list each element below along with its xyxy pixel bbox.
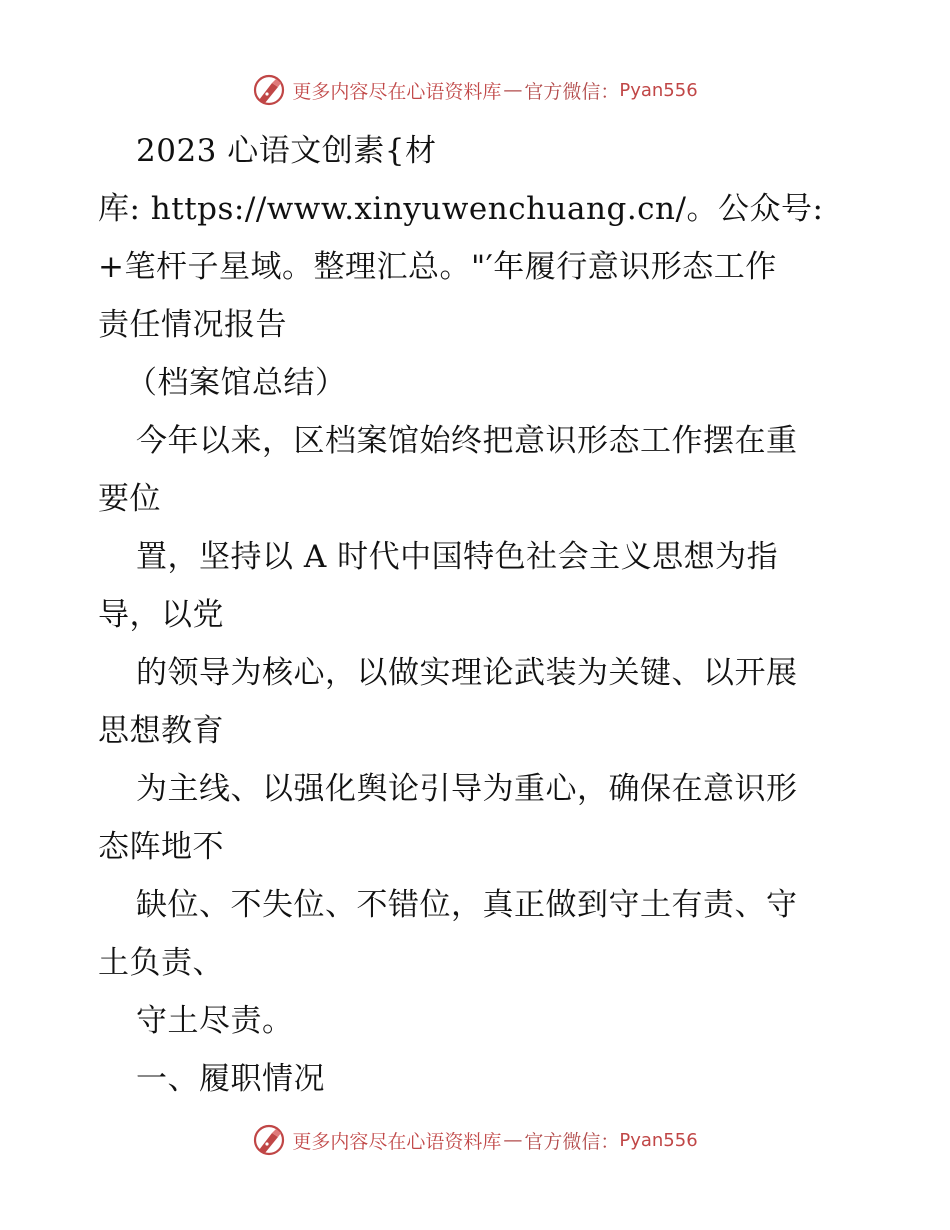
footer-watermark-banner [0, 1120, 950, 1160]
banner-dash: — [503, 1129, 523, 1151]
banner-account: Pyan556 [619, 79, 698, 101]
doc-line: 库: https://www.xinyuwenchuang.cn/。公众号: [98, 191, 824, 227]
pen-nib-logo-icon [252, 1123, 286, 1157]
doc-line: 2023 心语文创素{材 [136, 133, 437, 169]
doc-subtitle: （档案馆总结） [126, 365, 347, 401]
doc-line: 土负责、 [98, 945, 224, 981]
doc-line: 守土尽责。 [136, 1003, 294, 1039]
doc-line: 置，坚持以 A 时代中国特色社会主义思想为指 [136, 539, 779, 575]
document-body [98, 122, 858, 1108]
banner-account: Pyan556 [619, 1129, 698, 1151]
doc-line: 缺位、不失位、不错位，真正做到守土有责、守 [136, 887, 798, 923]
banner-dash: — [503, 79, 523, 101]
pen-nib-logo-icon [252, 73, 286, 107]
doc-line: 的领导为核心，以做实理论武装为关键、以开展 [136, 655, 798, 691]
header-watermark-banner [0, 70, 950, 110]
doc-line: 今年以来，区档案馆始终把意识形态工作摆在重 [136, 423, 798, 459]
doc-line: 思想教育 [98, 713, 224, 749]
doc-title-line: 责任情况报告 [98, 307, 287, 343]
banner-label: 官方微信： [524, 1130, 620, 1153]
section-heading: 一、履职情况 [136, 1061, 325, 1097]
doc-line: 为主线、以强化舆论引导为重心，确保在意识形 [136, 771, 798, 807]
banner-text: 更多内容尽在心语资料库 [292, 80, 502, 103]
doc-line: 导，以党 [98, 597, 224, 633]
doc-line: 要位 [98, 481, 161, 517]
banner-label: 官方微信： [524, 80, 620, 103]
doc-line: +笔杆子星域。整理汇总。"′年履行意识形态工作 [98, 249, 777, 285]
doc-line: 态阵地不 [98, 829, 224, 865]
banner-text: 更多内容尽在心语资料库 [292, 1130, 502, 1153]
